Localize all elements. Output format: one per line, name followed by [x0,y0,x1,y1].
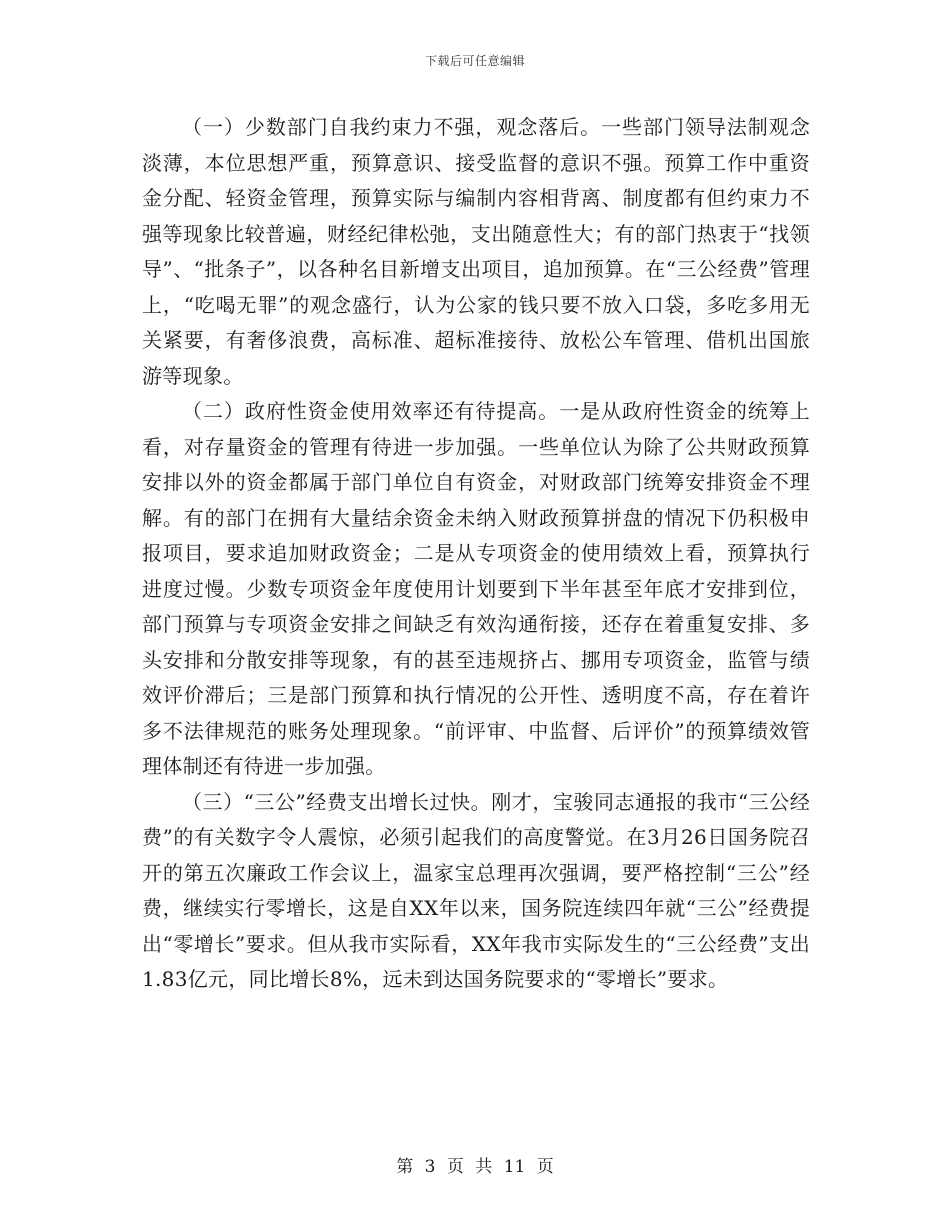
paragraph-1: （一）少数部门自我约束力不强，观念落后。一些部门领导法制观念淡薄，本位思想严重，预算意识、接受监督的意识不强。预算工作中重资金分配、轻资金管理，预算实际与编制内容相背离、制度都有但约束力不强等现象比较普遍，财经纪律松弛，支出随意性大；有的部门热衷于“找领导”、“批条子”，以各种名目新增支出项目，追加预算。在“三公经费”管理上，“吃喝无罪”的观念盛行，认为公家的钱只要不放入口袋，多吃多用无关紧要，有奢侈浪费，高标准、超标准接待、放松公车管理、借机出国旅游等现象。 [142,115,810,388]
page-footer: 第 3 页 共 11 页 [396,1157,554,1177]
document-body [142,110,810,998]
paragraph-2: （二）政府性资金使用效率还有待提高。一是从政府性资金的统筹上看，对存量资金的管理有待进一步加强。一些单位认为除了公共财政预算安排以外的资金都属于部门单位自有资金，对财政部门统筹安排资金不理解。有的部门在拥有大量结余资金未纳入财政预算拼盘的情况下仍积极申报项目，要求追加财政资金；二是从专项资金的使用绩效上看，预算执行进度过慢。少数专项资金年度使用计划要到下半年甚至年底才安排到位，部门预算与专项资金安排之间缺乏有效沟通衔接，还存在着重复安排、多头安排和分散安排等现象，有的甚至违规挤占、挪用专项资金，监管与绩效评价滞后；三是部门预算和执行情况的公开性、透明度不高，存在着许多不法律规范的账务处理现象。“前评审、中监督、后评价”的预算绩效管理体制还有待进一步加强。 [142,399,810,778]
paragraph-3: （三）“三公”经费支出增长过快。刚才，宝骏同志通报的我市“三公经费”的有关数字令人震惊，必须引起我们的高度警觉。在3月26日国务院召开的第五次廉政工作会议上，温家宝总理再次强调，要严格控制“三公”经费，继续实行零增长，这是自XX年以来，国务院连续四年就“三公”经费提出“零增长”要求。但从我市实际看，XX年我市实际发生的“三公经费”支出1.83亿元，同比增长8%，远未到达国务院要求的“零增长”要求。 [142,789,810,991]
page-header: 下载后可任意编辑 [424,54,525,68]
